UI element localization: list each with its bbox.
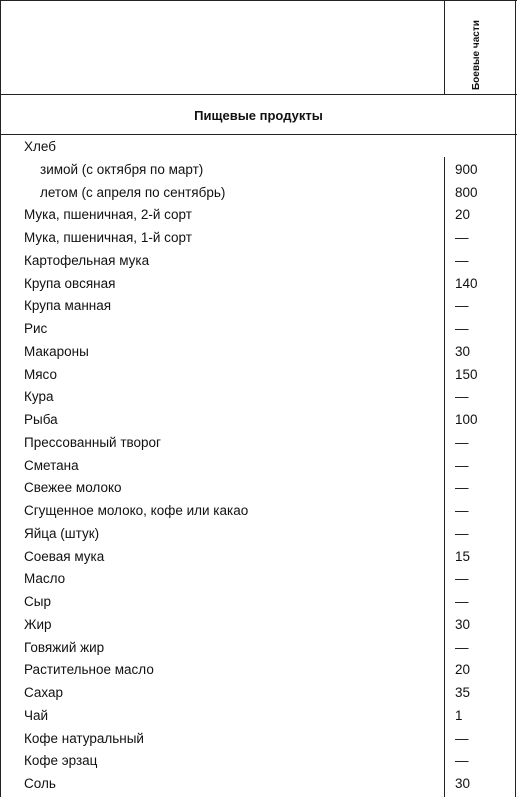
product-name: Соевая мука — [24, 548, 105, 564]
table-row — [0, 659, 517, 681]
product-quantity: 900 — [455, 161, 478, 177]
product-quantity: — — [455, 639, 469, 655]
table-row — [0, 500, 517, 522]
product-name: Свежее молоко — [24, 480, 122, 496]
table-row — [0, 159, 517, 181]
product-name: Прессованный творог — [24, 434, 161, 450]
table-row — [0, 136, 517, 158]
product-quantity: 15 — [455, 548, 471, 564]
product-name: Крупа манная — [24, 298, 112, 314]
table-row — [0, 227, 517, 249]
product-name: Хлеб — [24, 139, 56, 154]
table-row — [0, 409, 517, 431]
column-header-label: Боевые части — [471, 20, 482, 90]
table-row — [0, 455, 517, 477]
product-name: Яйца (штук) — [24, 525, 100, 541]
product-quantity: 35 — [455, 685, 471, 700]
table-row — [0, 546, 517, 568]
table-row — [0, 182, 517, 204]
product-name: Сыр — [24, 594, 51, 609]
product-quantity: — — [455, 230, 469, 245]
product-quantity: 140 — [455, 275, 478, 291]
product-quantity: 30 — [455, 616, 471, 632]
table-row — [0, 295, 517, 317]
product-name: Мясо — [24, 366, 57, 382]
product-quantity: — — [455, 571, 469, 587]
column-header-combat-units — [445, 2, 515, 94]
product-quantity: — — [455, 389, 469, 405]
product-quantity: 1 — [455, 707, 463, 723]
product-name: летом (с апреля по сентябрь) — [40, 184, 226, 200]
product-name: Жир — [24, 616, 52, 632]
product-quantity: — — [455, 298, 469, 314]
product-name: Сметана — [24, 457, 79, 473]
product-quantity: — — [455, 321, 469, 336]
table-row — [0, 432, 517, 454]
section-title: Пищевые продукты — [194, 107, 323, 123]
product-quantity: — — [455, 434, 469, 450]
product-name: Говяжий жир — [24, 639, 105, 655]
product-quantity: 150 — [455, 366, 478, 382]
table-row — [0, 250, 517, 272]
product-name: зимой (с октября по март) — [40, 161, 204, 177]
table-row — [0, 477, 517, 499]
product-quantity: — — [455, 503, 469, 518]
table-row — [0, 614, 517, 636]
table-row — [0, 750, 517, 772]
header-divider — [0, 94, 517, 95]
table-row — [0, 364, 517, 386]
table-row — [0, 728, 517, 750]
table-row — [0, 682, 517, 704]
product-name: Мука, пшеничная, 1-й сорт — [24, 230, 192, 245]
product-name: Картофельная мука — [24, 252, 150, 268]
product-quantity: — — [455, 480, 469, 496]
product-quantity: 20 — [455, 662, 471, 678]
product-name: Кофе эрзац — [24, 753, 98, 769]
table-row — [0, 773, 517, 795]
product-name: Соль — [24, 776, 56, 791]
top-border — [0, 0, 517, 1]
product-quantity: — — [455, 730, 469, 746]
table-row — [0, 273, 517, 295]
product-name: Мука, пшеничная, 2-й сорт — [24, 207, 192, 223]
table-row — [0, 523, 517, 545]
table-row — [0, 705, 517, 727]
table-row — [0, 318, 517, 340]
product-name: Кура — [24, 389, 54, 405]
product-name: Растительное масло — [24, 662, 154, 678]
product-quantity: 20 — [455, 207, 471, 223]
product-quantity: — — [455, 594, 469, 609]
product-name: Сгущенное молоко, кофе или какао — [24, 503, 249, 518]
product-name: Крупа овсяная — [24, 275, 116, 291]
table-row — [0, 637, 517, 659]
table-row — [0, 204, 517, 226]
product-name: Кофе натуральный — [24, 730, 144, 746]
product-quantity: 800 — [455, 184, 478, 200]
product-quantity: 100 — [455, 412, 478, 427]
table-row — [0, 568, 517, 590]
table-row — [0, 591, 517, 613]
product-quantity: — — [455, 252, 469, 268]
product-name: Масло — [24, 571, 66, 587]
product-name: Чай — [24, 707, 49, 723]
product-quantity: — — [455, 753, 469, 769]
product-name: Рис — [24, 321, 48, 336]
table-row — [0, 386, 517, 408]
product-quantity: 30 — [455, 776, 471, 791]
product-name: Макароны — [24, 343, 89, 359]
product-name: Сахар — [24, 685, 64, 700]
product-quantity: 30 — [455, 343, 471, 359]
product-quantity: — — [455, 457, 469, 473]
table-row — [0, 341, 517, 363]
product-quantity: — — [455, 525, 469, 541]
section-divider — [0, 134, 517, 135]
product-name: Рыба — [24, 412, 58, 427]
